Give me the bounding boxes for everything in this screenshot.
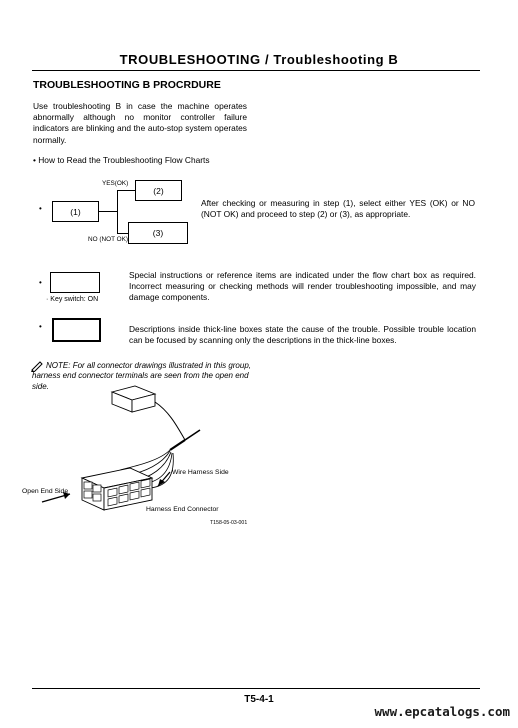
step1-label: (1) bbox=[70, 206, 81, 217]
special-instruction-box bbox=[50, 272, 100, 293]
flow-connector-no bbox=[117, 233, 128, 234]
flowchart-box-step2 bbox=[135, 180, 182, 201]
note-text: For all connector drawings illustrated in this group, harness end connector terminals are seen from the open end side. bbox=[32, 361, 251, 391]
open-end-label: Open End Side bbox=[22, 488, 69, 495]
flowchart-description: After checking or measuring in step (1), select either YES (OK) or NO (NOT OK) and proceed to step (2) or (3), as appropriate. bbox=[201, 198, 475, 220]
flow-connector-h bbox=[99, 211, 118, 212]
yes-label: YES(OK) bbox=[102, 180, 129, 187]
flow-connector-v bbox=[117, 190, 118, 233]
harness-end-label: Harness End Connector bbox=[146, 506, 219, 513]
thick-bullet: • bbox=[39, 322, 42, 331]
no-label: NO (NOT OK) bbox=[88, 236, 129, 243]
step3-label: (3) bbox=[152, 228, 164, 238]
page-header-title: TROUBLESHOOTING / Troubleshooting B bbox=[119, 52, 399, 67]
note-label: NOTE: bbox=[46, 361, 71, 370]
section-title: TROUBLESHOOTING B PROCRDURE bbox=[33, 79, 221, 91]
flowchart-box-step1 bbox=[52, 201, 99, 222]
howto-heading: • How to Read the Troubleshooting Flow Charts bbox=[33, 155, 210, 165]
figure-id: T158-05-03-001 bbox=[210, 520, 248, 526]
flowchart-bullet: • bbox=[39, 204, 42, 213]
header-rule bbox=[32, 70, 480, 71]
step2-label: (2) bbox=[153, 185, 164, 196]
special-description: Special instructions or reference items are indicated under the flow chart box as required. Incorrect measuring or checking methods will render troubleshooting impossible, and may damage components. bbox=[129, 270, 476, 303]
thick-description: Descriptions inside thick-line boxes state the cause of the trouble. Possible trouble location can be focused by scanning only the descriptions in the thick-line boxes. bbox=[129, 324, 476, 346]
special-caption: · Key switch: ON bbox=[46, 296, 99, 303]
wire-harness-label: Wire Harness Side bbox=[172, 469, 229, 476]
flow-connector-yes bbox=[117, 190, 135, 191]
footer-rule bbox=[32, 688, 480, 689]
intro-paragraph: Use troubleshooting B in case the machine operates abnormally although no monitor controller failure indicators are blinking and the auto-stop system operates normally. bbox=[33, 101, 247, 145]
watermark: www.epcatalogs.com bbox=[374, 704, 510, 719]
thick-line-box bbox=[52, 318, 101, 342]
page-number: T5-4-1 bbox=[244, 694, 274, 705]
flowchart-box-step3 bbox=[128, 222, 188, 244]
special-bullet: • bbox=[39, 278, 42, 287]
